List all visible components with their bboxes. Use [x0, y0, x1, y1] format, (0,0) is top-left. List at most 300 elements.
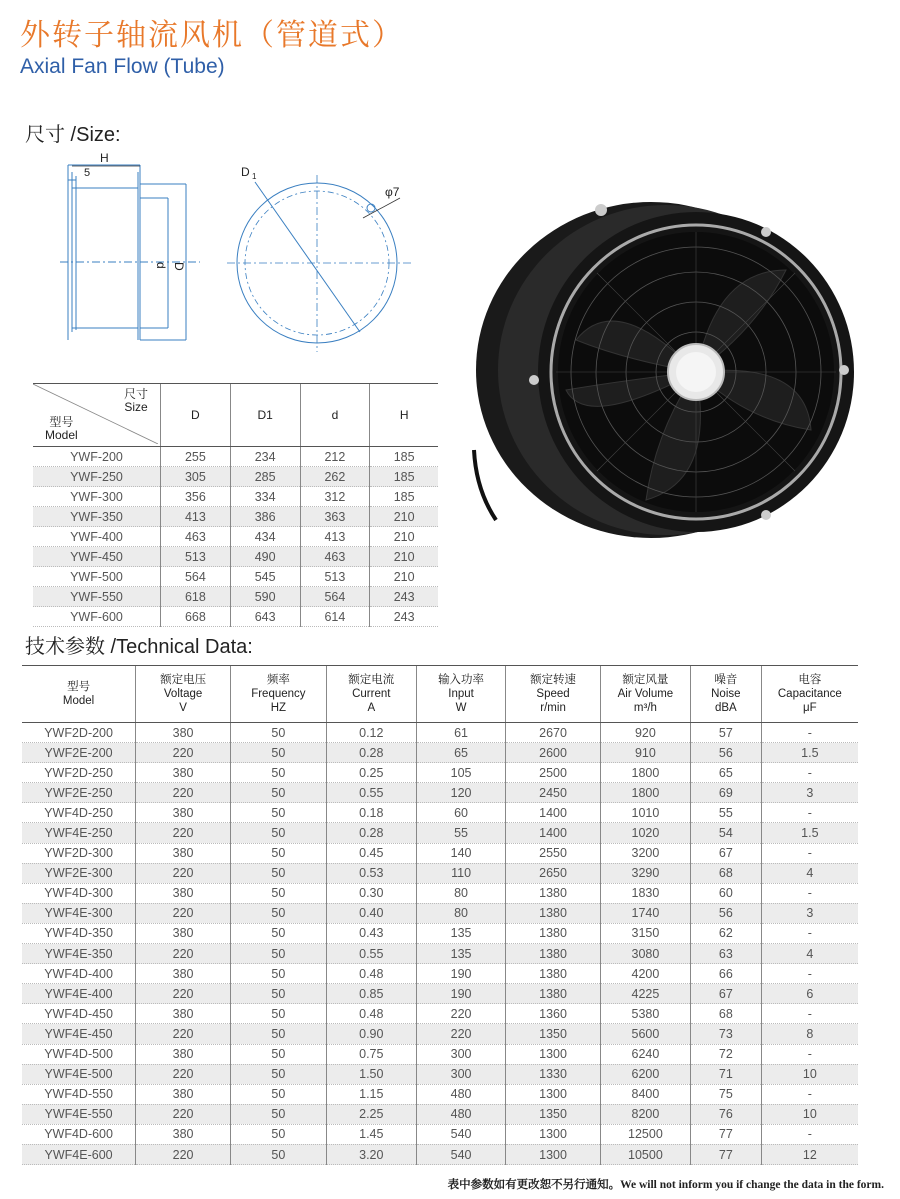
table-row [22, 883, 858, 903]
tech-col-header [761, 666, 858, 723]
table-cell: 1330 [506, 1064, 601, 1084]
table-cell: 356 [161, 487, 231, 507]
table-cell: 50 [231, 743, 327, 763]
size-col-header-H: H [370, 384, 438, 447]
table-row [33, 587, 438, 607]
dim-label-phi7: φ7 [385, 185, 400, 199]
table-cell: 135 [416, 923, 505, 943]
table-cell: 380 [136, 883, 231, 903]
table-cell: 72 [690, 1044, 761, 1064]
table-cell: 50 [231, 964, 327, 984]
table-cell: 540 [416, 1124, 505, 1144]
table-cell: 1380 [506, 984, 601, 1004]
table-cell: 50 [231, 783, 327, 803]
table-cell: 380 [136, 923, 231, 943]
table-cell: 50 [231, 1084, 327, 1104]
table-cell: 61 [416, 723, 505, 743]
table-cell: 76 [690, 1104, 761, 1124]
table-cell: YWF4D-550 [22, 1084, 136, 1104]
table-cell: 1.5 [761, 743, 858, 763]
tech-col-header-unit: A [367, 702, 376, 714]
table-cell: YWF4D-400 [22, 964, 136, 984]
table-cell: 55 [690, 803, 761, 823]
table-cell: 77 [690, 1124, 761, 1144]
table-cell: 1740 [600, 903, 690, 923]
table-cell: 243 [370, 587, 438, 607]
dim-label-d: d [154, 262, 168, 269]
table-cell: 380 [136, 843, 231, 863]
table-row [22, 964, 858, 984]
corner-size-en: Size [124, 400, 148, 414]
table-cell: YWF4D-500 [22, 1044, 136, 1064]
table-cell: 1380 [506, 903, 601, 923]
tech-col-header [600, 666, 690, 723]
table-cell: 2670 [506, 723, 601, 743]
tech-col-header-unit: HZ [270, 702, 287, 714]
table-cell: 220 [416, 1004, 505, 1024]
table-cell: 80 [416, 903, 505, 923]
footnote-disclaimer: 表中参数如有更改恕不另行通知。We will not inform you if change the data in the form. [447, 1179, 884, 1191]
front-view-diagram [225, 160, 415, 355]
table-cell: YWF4E-550 [22, 1104, 136, 1124]
table-cell: YWF2E-250 [22, 783, 136, 803]
tech-col-header-cn: 额定风量 [622, 674, 669, 686]
table-cell: - [761, 1084, 858, 1104]
table-cell: 0.48 [326, 1004, 416, 1024]
tech-col-header [506, 666, 601, 723]
table-cell: 3080 [600, 944, 690, 964]
tech-col-header-cn: 输入功率 [438, 674, 485, 686]
table-cell: 135 [416, 944, 505, 964]
table-cell: - [761, 843, 858, 863]
table-cell: 77 [690, 1144, 761, 1164]
table-cell: - [761, 923, 858, 943]
table-cell: 140 [416, 843, 505, 863]
table-cell: 413 [300, 527, 370, 547]
table-cell: 50 [231, 823, 327, 843]
table-cell: 67 [690, 984, 761, 1004]
table-cell: 220 [136, 863, 231, 883]
tech-table-body [22, 723, 858, 1165]
table-cell: 4 [761, 944, 858, 964]
table-cell: 2.25 [326, 1104, 416, 1124]
table-cell: 63 [690, 944, 761, 964]
table-row [33, 447, 438, 467]
table-cell: 380 [136, 1124, 231, 1144]
table-cell: 50 [231, 843, 327, 863]
table-cell: 380 [136, 763, 231, 783]
table-cell: 1300 [506, 1124, 601, 1144]
tech-section-heading: 技术参数 /Technical Data: [25, 636, 253, 658]
table-row [22, 1024, 858, 1044]
table-cell: 220 [136, 984, 231, 1004]
table-cell: 190 [416, 964, 505, 984]
table-cell: 513 [300, 567, 370, 587]
table-cell: 380 [136, 1084, 231, 1104]
table-cell: 50 [231, 923, 327, 943]
table-cell: 4200 [600, 964, 690, 984]
table-cell: 220 [136, 743, 231, 763]
table-cell: 4225 [600, 984, 690, 1004]
table-cell: 1380 [506, 883, 601, 903]
table-cell: 55 [416, 823, 505, 843]
table-cell: 220 [136, 783, 231, 803]
table-cell: YWF4E-350 [22, 944, 136, 964]
table-cell: 212 [300, 447, 370, 467]
table-cell: 2650 [506, 863, 601, 883]
size-table-body [33, 447, 438, 627]
tech-col-header [22, 666, 136, 723]
table-cell: 300 [416, 1064, 505, 1084]
table-cell: YWF-400 [33, 527, 161, 547]
table-cell: 0.55 [326, 944, 416, 964]
table-cell: 513 [161, 547, 231, 567]
table-cell: - [761, 803, 858, 823]
table-row [22, 903, 858, 923]
table-cell: 220 [136, 1104, 231, 1124]
table-cell: 1350 [506, 1024, 601, 1044]
table-row [33, 467, 438, 487]
table-cell: 3 [761, 783, 858, 803]
table-cell: 300 [416, 1044, 505, 1064]
table-cell: 50 [231, 1144, 327, 1164]
table-cell: 1360 [506, 1004, 601, 1024]
tech-col-header [231, 666, 327, 723]
dim-label-H: H [100, 151, 109, 165]
table-cell: 73 [690, 1024, 761, 1044]
table-cell: 363 [300, 507, 370, 527]
table-cell: 1380 [506, 944, 601, 964]
table-cell: YWF4D-250 [22, 803, 136, 823]
table-cell: 2450 [506, 783, 601, 803]
tech-col-header-en: Capacitance [777, 688, 842, 700]
size-section-heading: 尺寸 /Size: [25, 124, 121, 146]
table-cell: 480 [416, 1104, 505, 1124]
table-cell: 8400 [600, 1084, 690, 1104]
table-cell: 1800 [600, 763, 690, 783]
table-cell: 590 [230, 587, 300, 607]
table-cell: 490 [230, 547, 300, 567]
table-row [22, 843, 858, 863]
table-cell: 5600 [600, 1024, 690, 1044]
table-cell: 386 [230, 507, 300, 527]
table-cell: 1300 [506, 1044, 601, 1064]
dim-label-D1-subscript: 1 [252, 172, 257, 181]
table-cell: 10500 [600, 1144, 690, 1164]
tech-col-header [690, 666, 761, 723]
table-cell: 80 [416, 883, 505, 903]
table-cell: 3.20 [326, 1144, 416, 1164]
table-cell: 413 [161, 507, 231, 527]
table-cell: 6240 [600, 1044, 690, 1064]
table-cell: 480 [416, 1084, 505, 1104]
table-cell: 10 [761, 1104, 858, 1124]
table-cell: 50 [231, 1024, 327, 1044]
table-cell: 50 [231, 763, 327, 783]
tech-col-header-en: Noise [711, 688, 741, 700]
table-row [22, 1124, 858, 1144]
tech-col-header-cn: 电容 [798, 674, 822, 686]
table-cell: 3150 [600, 923, 690, 943]
table-cell: 210 [370, 527, 438, 547]
tech-col-header-unit: W [455, 702, 467, 714]
table-cell: 50 [231, 1104, 327, 1124]
table-cell: 65 [690, 763, 761, 783]
table-cell: YWF4D-350 [22, 923, 136, 943]
table-cell: 1.15 [326, 1084, 416, 1104]
table-cell: 67 [690, 843, 761, 863]
table-cell: 3200 [600, 843, 690, 863]
tech-col-header-en: Voltage [163, 688, 203, 700]
table-row [22, 1064, 858, 1084]
table-row [33, 567, 438, 587]
table-cell: 50 [231, 863, 327, 883]
table-cell: 185 [370, 487, 438, 507]
table-cell: 50 [231, 903, 327, 923]
table-cell: 69 [690, 783, 761, 803]
table-cell: 210 [370, 507, 438, 527]
table-cell: 380 [136, 964, 231, 984]
table-cell: - [761, 1044, 858, 1064]
table-cell: 1.5 [761, 823, 858, 843]
table-cell: YWF2D-200 [22, 723, 136, 743]
tech-col-header-en: Speed [536, 688, 570, 700]
tech-col-header-cn: 型号 [67, 681, 91, 693]
table-cell: YWF2D-250 [22, 763, 136, 783]
table-cell: YWF4E-600 [22, 1144, 136, 1164]
tech-col-header-cn: 频率 [266, 674, 290, 686]
table-cell: 312 [300, 487, 370, 507]
table-row [22, 743, 858, 763]
tech-col-header-unit: μF [803, 702, 817, 714]
table-cell: YWF2E-300 [22, 863, 136, 883]
table-cell: 643 [230, 607, 300, 627]
table-cell: YWF-250 [33, 467, 161, 487]
table-row [22, 944, 858, 964]
table-cell: YWF4E-250 [22, 823, 136, 843]
table-cell: 0.85 [326, 984, 416, 1004]
table-cell: 618 [161, 587, 231, 607]
table-cell: 0.43 [326, 923, 416, 943]
table-cell: 564 [161, 567, 231, 587]
size-table [33, 383, 438, 627]
table-cell: 0.75 [326, 1044, 416, 1064]
table-row [22, 863, 858, 883]
table-cell: 68 [690, 1004, 761, 1024]
table-row [33, 607, 438, 627]
table-cell: 1300 [506, 1144, 601, 1164]
corner-size-cn: 尺寸 [123, 387, 148, 401]
table-cell: 210 [370, 567, 438, 587]
table-cell: 50 [231, 1064, 327, 1084]
table-cell: 380 [136, 803, 231, 823]
table-cell: YWF2D-300 [22, 843, 136, 863]
tech-table-header-row [22, 666, 858, 723]
table-cell: 243 [370, 607, 438, 627]
table-cell: 0.25 [326, 763, 416, 783]
table-cell: 5380 [600, 1004, 690, 1024]
table-cell: 8 [761, 1024, 858, 1044]
table-row [22, 984, 858, 1004]
table-cell: 564 [300, 587, 370, 607]
table-cell: YWF-350 [33, 507, 161, 527]
page-title-chinese: 外转子轴流风机（管道式） [20, 18, 404, 53]
size-table-corner-header [33, 384, 161, 447]
table-cell: 50 [231, 883, 327, 903]
table-cell: 0.30 [326, 883, 416, 903]
table-cell: 75 [690, 1084, 761, 1104]
table-row [22, 803, 858, 823]
table-cell: 12 [761, 1144, 858, 1164]
table-cell: 3290 [600, 863, 690, 883]
size-col-header-D1: D1 [230, 384, 300, 447]
table-cell: 57 [690, 723, 761, 743]
axial-fan-product-photo [466, 190, 876, 550]
table-cell: 220 [416, 1024, 505, 1044]
tech-col-header-unit: dBA [714, 702, 737, 714]
table-row [22, 1004, 858, 1024]
table-row [33, 487, 438, 507]
table-cell: YWF4D-600 [22, 1124, 136, 1144]
table-cell: - [761, 723, 858, 743]
table-cell: 434 [230, 527, 300, 547]
table-cell: 50 [231, 984, 327, 1004]
table-cell: YWF4E-450 [22, 1024, 136, 1044]
table-cell: 0.28 [326, 743, 416, 763]
tech-col-header-en: Frequency [251, 688, 306, 700]
table-cell: YWF2E-200 [22, 743, 136, 763]
tech-col-header-cn: 额定电流 [348, 674, 395, 686]
table-cell: 56 [690, 903, 761, 923]
table-cell: 68 [690, 863, 761, 883]
table-cell: 0.55 [326, 783, 416, 803]
table-cell: 910 [600, 743, 690, 763]
tech-col-header-en: Input [448, 688, 474, 700]
table-cell: 50 [231, 944, 327, 964]
table-cell: 220 [136, 1144, 231, 1164]
table-cell: YWF-200 [33, 447, 161, 467]
table-cell: - [761, 964, 858, 984]
table-cell: 220 [136, 823, 231, 843]
table-cell: 255 [161, 447, 231, 467]
table-cell: 0.28 [326, 823, 416, 843]
table-cell: 220 [136, 1024, 231, 1044]
dim-label-D1: D [241, 165, 250, 179]
table-row [22, 1084, 858, 1104]
table-cell: YWF4E-500 [22, 1064, 136, 1084]
table-cell: 1400 [506, 803, 601, 823]
page-title-english: Axial Fan Flow (Tube) [20, 55, 225, 78]
tech-col-header-unit: m³/h [633, 702, 657, 714]
table-cell: 50 [231, 1004, 327, 1024]
table-row [22, 1104, 858, 1124]
table-cell: 614 [300, 607, 370, 627]
tech-col-header-en: Current [352, 688, 391, 700]
table-cell: 185 [370, 447, 438, 467]
table-cell: 0.90 [326, 1024, 416, 1044]
size-table-header-row [33, 384, 438, 447]
table-cell: 0.45 [326, 843, 416, 863]
table-cell: - [761, 883, 858, 903]
table-cell: 65 [416, 743, 505, 763]
table-cell: 0.12 [326, 723, 416, 743]
table-cell: 10 [761, 1064, 858, 1084]
table-cell: - [761, 1124, 858, 1144]
table-cell: 1.50 [326, 1064, 416, 1084]
table-cell: YWF-550 [33, 587, 161, 607]
table-cell: 1800 [600, 783, 690, 803]
table-cell: 220 [136, 944, 231, 964]
table-cell: 380 [136, 723, 231, 743]
table-cell: 190 [416, 984, 505, 1004]
table-row [33, 507, 438, 527]
table-cell: YWF-300 [33, 487, 161, 507]
table-cell: 54 [690, 823, 761, 843]
table-row [22, 763, 858, 783]
table-cell: 380 [136, 1044, 231, 1064]
tech-col-header-cn: 噪音 [714, 674, 738, 686]
tech-col-header-unit: V [179, 702, 187, 714]
table-cell: YWF4E-300 [22, 903, 136, 923]
technical-data-table [22, 665, 858, 1165]
table-cell: YWF4D-450 [22, 1004, 136, 1024]
table-cell: 540 [416, 1144, 505, 1164]
table-row [22, 783, 858, 803]
table-cell: 1020 [600, 823, 690, 843]
table-cell: 920 [600, 723, 690, 743]
table-cell: 2550 [506, 843, 601, 863]
size-col-header-D: D [161, 384, 231, 447]
table-cell: 1.45 [326, 1124, 416, 1144]
table-cell: 0.53 [326, 863, 416, 883]
table-cell: 305 [161, 467, 231, 487]
table-cell: 463 [300, 547, 370, 567]
table-cell: 1830 [600, 883, 690, 903]
table-cell: 2500 [506, 763, 601, 783]
table-row [22, 823, 858, 843]
corner-model-cn: 型号 [49, 415, 74, 429]
table-cell: 120 [416, 783, 505, 803]
table-cell: 380 [136, 1004, 231, 1024]
table-cell: 463 [161, 527, 231, 547]
table-cell: 0.40 [326, 903, 416, 923]
tech-col-header-en: Model [62, 695, 95, 707]
table-cell: 4 [761, 863, 858, 883]
tech-col-header [136, 666, 231, 723]
table-cell: 12500 [600, 1124, 690, 1144]
table-cell: 334 [230, 487, 300, 507]
size-col-header-d: d [300, 384, 370, 447]
table-cell: - [761, 1004, 858, 1024]
tech-col-header [416, 666, 505, 723]
table-cell: 50 [231, 803, 327, 823]
corner-model-en: Model [45, 428, 78, 442]
table-cell: 285 [230, 467, 300, 487]
tech-col-header-cn: 额定转速 [530, 674, 577, 686]
table-cell: 50 [231, 1124, 327, 1144]
table-cell: 71 [690, 1064, 761, 1084]
table-cell: 1380 [506, 923, 601, 943]
table-row [22, 1144, 858, 1164]
table-cell: 210 [370, 547, 438, 567]
side-view-diagram [60, 150, 200, 350]
table-cell: 220 [136, 1064, 231, 1084]
table-cell: YWF-600 [33, 607, 161, 627]
table-cell: 0.48 [326, 964, 416, 984]
tech-col-header-en: Air Volume [617, 688, 674, 700]
table-cell: 50 [231, 1044, 327, 1064]
table-cell: 1010 [600, 803, 690, 823]
